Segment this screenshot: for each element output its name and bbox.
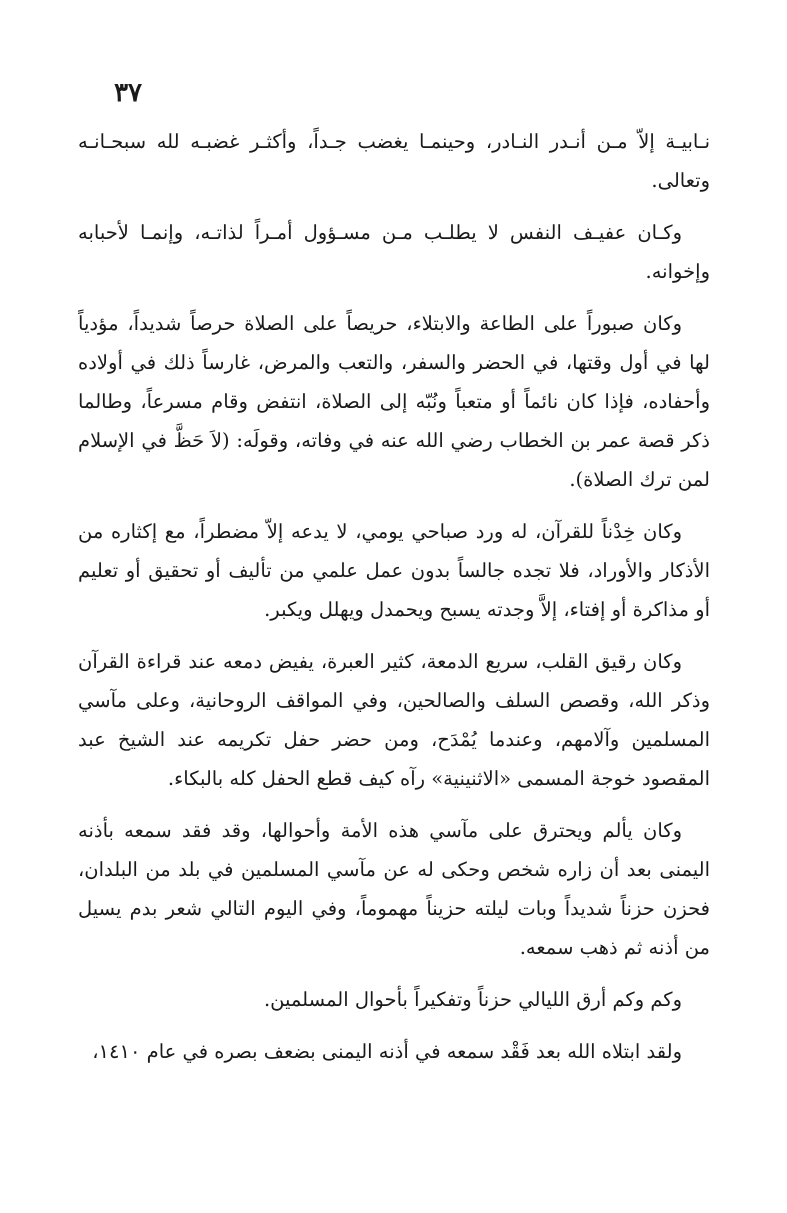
page-number: ٣٧ (114, 78, 142, 108)
body-text (78, 122, 710, 1084)
paragraph-7: وكم وكم أرق الليالي حزناً وتفكيراً بأحوال المسلمين. (263, 988, 682, 1011)
paragraph-2: وكـان عفيـف النفس لا يطلـب مـن مسـؤول أمـراً لذاتـه، وإنمـا لأحبابه وإخوانه. (78, 221, 710, 283)
paragraph-8: ولقد ابتلاه الله بعد فَقْد سمعه في أذنه اليمنى بضعف بصره في عام ١٤١٠، (92, 1040, 682, 1063)
paragraph-1: نـابيـة إلاّ مـن أنـدر النـادر، وحينمـا يغضب جـداً، وأكثـر غضبـه لله سبحـانـه وتعالى. (78, 130, 710, 192)
paragraph-3: وكان صبوراً على الطاعة والابتلاء، حريصاً على الصلاة حرصاً شديداً، مؤدياً لها في أول وقتها، في الحضر والسفر، والتعب والمرض، غارساً ذلك في أولاده وأحفاده، فإذا كان نائماً أو متعباً ونُبّه إلى الصلاة، انتفض وقام مسرعاً، وطالما ذكر قصة عمر بن الخطاب رضي الله عنه في وفاته، وقولَه: (لاَ حَظَّ في الإسلام لمن ترك الصلاة). (78, 312, 710, 491)
paragraph-4: وكان خِدْناً للقرآن، له ورد صباحي يومي، لا يدعه إلاّ مضطراً، مع إكثاره من الأذكار والأوراد، فلا تجده جالساً بدون عمل علمي من تأليف أو تحقيق أو تعليم أو مذاكرة أو إفتاء، إلاَّ وجدته يسبح ويحمدل ويهلل ويكبر. (78, 520, 710, 621)
paragraph-5: وكان رقيق القلب، سريع الدمعة، كثير العبرة، يفيض دمعه عند قراءة القرآن وذكر الله، وقصص السلف والصالحين، وفي المواقف الروحانية، وعلى مآسي المسلمين وآلامهم، وعندما يُمْدَح، ومن حضر حفل تكريمه عند الشيخ عبد المقصود خوجة المسمى «الاثنينية» رآه كيف قطع الحفل كله بالبكاء. (78, 650, 710, 790)
paragraph-6: وكان يألم ويحترق على مآسي هذه الأمة وأحوالها، وقد فقد سمعه بأذنه اليمنى بعد أن زاره شخص وحكى له عن مآسي المسلمين في بلد من البلدان، فحزن حزناً شديداً وبات ليلته حزيناً مهموماً، وفي اليوم التالي شعر بدم يسيل من أذنه ثم ذهب سمعه. (78, 819, 710, 959)
